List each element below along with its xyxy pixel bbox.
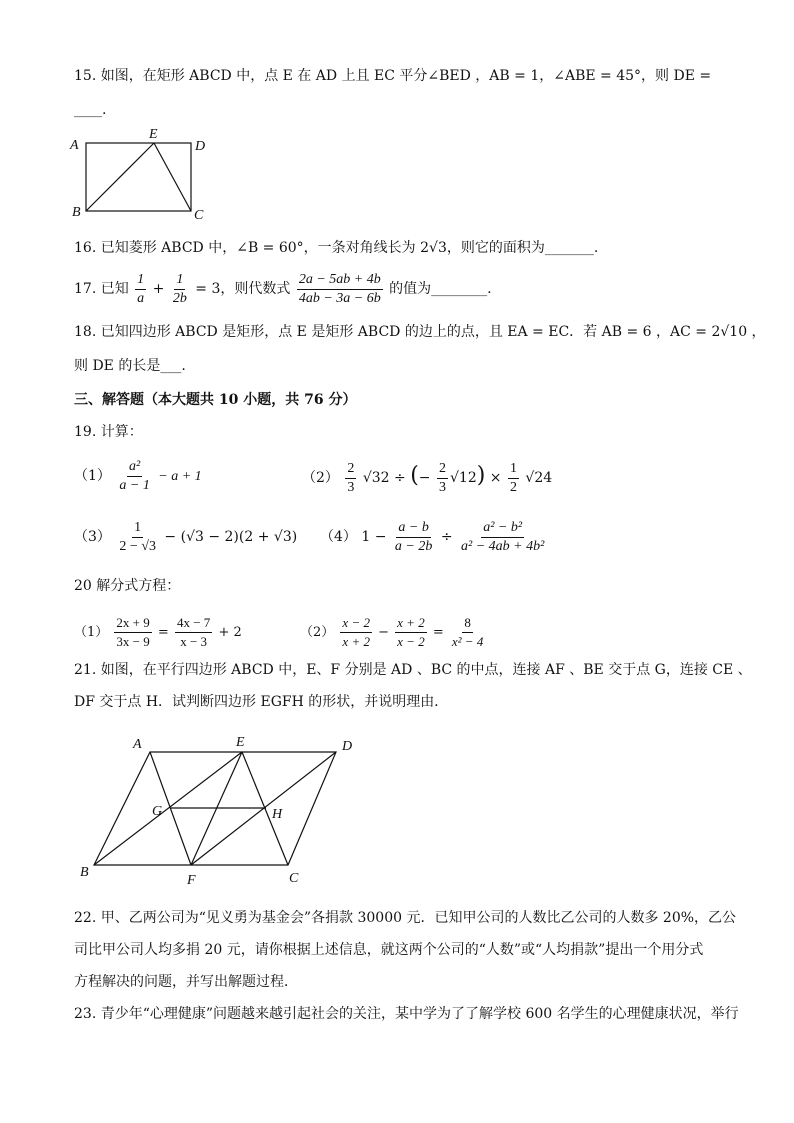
q17-line: 17. 已知 $\frac{1}{a}$ + $\frac{1}{2b}$ = 3，则代数式 $\frac{2a - 5ab + 4b}{4ab - 3a - 6b}$ 的值为________.: [74, 271, 492, 306]
q19-part3: （3） $\frac{1}{2 - √3}$ − (√3 − 2)(2 + √3): [74, 519, 298, 554]
q21-label-C: C: [289, 871, 299, 886]
q21-label-G: G: [152, 804, 163, 819]
q19-title: 19. 计算：: [74, 424, 143, 440]
q19-part2: （2） $\frac{2}{3}$ √32 ÷ (− $\frac{2}{3}$ √12) × $\frac{1}{2}$ √24: [302, 460, 553, 495]
q15-line2: ____.: [74, 102, 107, 118]
q15-label-A: A: [70, 138, 79, 153]
q20-title: 20 解分式方程：: [74, 578, 181, 594]
q20-part1: （1） $\frac{2x + 9}{3x - 9}$ = $\frac{4x - 7}{x - 3}$ + 2: [74, 615, 242, 649]
q21-label-B: B: [80, 865, 89, 880]
q20-part2: （2） $\frac{x - 2}{x + 2}$ − $\frac{x + 2}{x - 2}$ = $\frac{8}{\text{x² − 4}}$: [300, 615, 484, 649]
q18-line1: 18. 已知四边形 ABCD 是矩形，点 E 是矩形 ABCD 的边上的点，且 EA = EC．若 AB = 6 ，AC = 2√10 ，: [74, 324, 766, 340]
q22-line2: 司比甲公司人均多捐 20 元，请你根据上述信息，就这两个公司的“人数”或“人均捐款”提出一个用分式: [74, 942, 704, 958]
q18-line2: 则 DE 的长是___.: [74, 358, 186, 374]
q15-line1: 15. 如图，在矩形 ABCD 中，点 E 在 AD 上且 EC 平分∠BED ，AB = 1，∠ABE = 45°，则 DE =: [74, 68, 712, 84]
q22-line3: 方程解决的问题，并写出解题过程．: [74, 974, 298, 990]
q21-label-H: H: [272, 807, 283, 822]
q21-label-A: A: [133, 737, 142, 752]
q19-part1: （1） $\frac{\text{a²}}{a - 1}$ − a + 1: [74, 458, 202, 493]
q15-label-E: E: [149, 127, 158, 142]
section3-title: 三、解答题（本大题共 10 小题，共 76 分）: [74, 392, 357, 408]
q22-line1: 22. 甲、乙两公司为“见义勇为基金会”各捐款 30000 元．已知甲公司的人数比乙公司的人数多 20%，乙公: [74, 910, 737, 926]
q21-label-E: E: [236, 735, 245, 750]
q15-label-C: C: [194, 208, 204, 223]
q21-line2: DF 交于点 H．试判断四边形 EGFH 的形状，并说明理由．: [74, 694, 449, 710]
q21-label-F: F: [187, 873, 196, 888]
q15-label-B: B: [72, 205, 81, 220]
q15-label-D: D: [195, 139, 206, 154]
q19-part4: （4） 1 − $\frac{a - b}{a - 2b}$ ÷ $\frac{\text{a² − b²}}{\text{a² − 4ab + 4b²}}$: [320, 519, 545, 554]
q21-parallelogram-figure: [76, 728, 376, 888]
q16-line: 16. 已知菱形 ABCD 中，∠B = 60°，一条对角线长为 2√3，则它的面积为_______.: [74, 240, 599, 256]
q21-label-D: D: [342, 739, 353, 754]
q15-rectangle-figure: [66, 122, 216, 224]
q23-line1: 23. 青少年“心理健康”问题越来越引起社会的关注，某中学为了了解学校 600 名学生的心理健康状况，举行: [74, 1006, 739, 1022]
q21-line1: 21. 如图，在平行四边形 ABCD 中，E、F 分别是 AD 、BC 的中点，连接 AF 、BE 交于点 G，连接 CE 、: [74, 662, 752, 678]
